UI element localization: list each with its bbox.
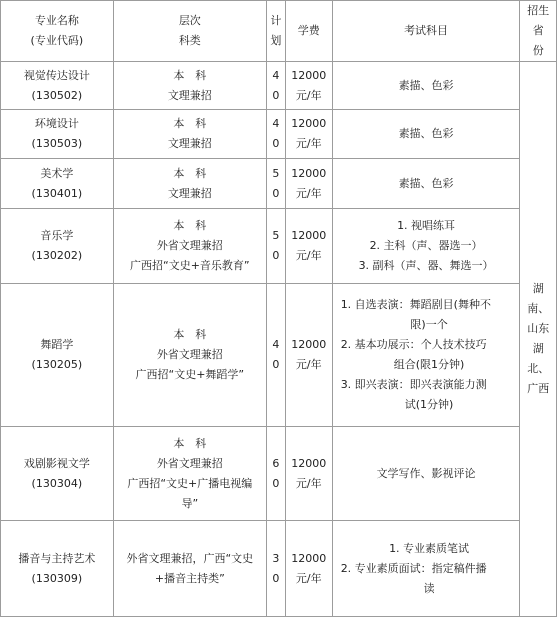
- exam-line: 素描、色彩: [398, 127, 454, 140]
- plan-cell: 40: [266, 62, 285, 110]
- header-province-line1: 招生省: [527, 4, 550, 37]
- major-code: (130502): [31, 88, 83, 102]
- province-cell: [520, 62, 557, 617]
- major-name: 播音与主持艺术: [18, 551, 96, 565]
- level-cell: [113, 427, 266, 521]
- major-cell: [1, 110, 114, 159]
- major-name: 美术学: [40, 166, 74, 180]
- major-name: 音乐学: [40, 229, 74, 242]
- major-name: 舞蹈学: [40, 338, 74, 351]
- exam-cell: [332, 284, 520, 427]
- major-code: (130205): [31, 358, 83, 371]
- header-level-line2: 科类: [178, 34, 201, 47]
- fee-cell: [285, 62, 332, 110]
- exam-cell: [332, 427, 520, 521]
- table-row: [1, 159, 557, 209]
- level-line: 外省文理兼招，广西“文史: [126, 551, 254, 565]
- fee-amount: 12000: [291, 166, 327, 180]
- header-fee: 学费: [285, 1, 332, 62]
- exam-line: 2. 主科（声、器选一）: [369, 239, 483, 252]
- fee-unit: 元/年: [295, 186, 322, 200]
- header-plan-line2: 划: [270, 34, 282, 47]
- table-row: [1, 110, 557, 159]
- level-line: 外省文理兼招: [156, 239, 223, 252]
- major-code: (130304): [31, 476, 83, 490]
- fee-cell: [285, 521, 332, 617]
- table-row: [1, 209, 557, 284]
- level-line: 广西招“文史+音乐教育”: [130, 259, 250, 272]
- major-cell: [1, 209, 114, 284]
- fee-unit: 元/年: [295, 88, 322, 102]
- level-line: 广西招“文史+广播电视编: [127, 476, 253, 490]
- major-cell: [1, 284, 114, 427]
- fee-cell: [285, 427, 332, 521]
- fee-cell: [285, 110, 332, 159]
- fee-cell: [285, 209, 332, 284]
- exam-line: 组合(限1分钟): [393, 358, 465, 371]
- major-code: (130309): [31, 571, 83, 585]
- header-major: [1, 1, 114, 62]
- level-cell: [113, 284, 266, 427]
- province-line: 山东: [527, 322, 550, 335]
- header-row: [1, 1, 557, 62]
- fee-amount: 12000: [291, 117, 327, 130]
- level-cell: [113, 209, 266, 284]
- plan-cell: 50: [266, 159, 285, 209]
- plan-cell: 50: [266, 209, 285, 284]
- fee-cell: [285, 284, 332, 427]
- plan-cell: 40: [266, 110, 285, 159]
- fee-amount: 12000: [291, 456, 327, 470]
- exam-line: 读: [423, 581, 435, 595]
- level-line: 本 科: [173, 68, 207, 82]
- plan-cell: 40: [266, 284, 285, 427]
- level-line: 本 科: [173, 328, 207, 341]
- exam-cell: [332, 110, 520, 159]
- exam-line: 2. 专业素质面试：指定稿件播: [340, 561, 487, 575]
- exam-line: 素描、色彩: [398, 176, 454, 190]
- level-cell: [113, 62, 266, 110]
- exam-cell: [332, 159, 520, 209]
- exam-line: 试(1分钟): [404, 398, 454, 411]
- fee-unit: 元/年: [295, 137, 322, 150]
- major-cell: [1, 427, 114, 521]
- exam-line: 2. 基本功展示：个人技术技巧: [340, 338, 487, 351]
- province-line: 湖南、: [527, 282, 550, 315]
- major-code: (130202): [31, 249, 83, 262]
- level-line: 文理兼招: [167, 88, 212, 102]
- fee-unit: 元/年: [295, 571, 322, 585]
- fee-unit: 元/年: [295, 476, 322, 490]
- level-line: 文理兼招: [167, 186, 212, 200]
- major-cell: [1, 62, 114, 110]
- level-line: 本 科: [173, 117, 207, 130]
- level-cell: [113, 159, 266, 209]
- exam-cell: [332, 521, 520, 617]
- level-line: 外省文理兼招: [156, 348, 223, 361]
- fee-amount: 12000: [291, 68, 327, 82]
- table-row: [1, 284, 557, 427]
- header-major-code: (专业代码): [30, 34, 84, 47]
- header-major-name: 专业名称: [34, 14, 79, 27]
- major-code: (130401): [31, 186, 83, 200]
- level-line: 本 科: [173, 219, 207, 232]
- header-exam: 考试科目: [332, 1, 520, 62]
- major-cell: [1, 159, 114, 209]
- header-level: [113, 1, 266, 62]
- major-name: 环境设计: [34, 117, 79, 130]
- header-plan-line1: 计: [270, 14, 282, 27]
- exam-line: 文学写作、影视评论: [376, 466, 476, 480]
- plan-cell: 60: [266, 427, 285, 521]
- major-cell: [1, 521, 114, 617]
- level-line: 外省文理兼招: [156, 456, 223, 470]
- fee-unit: 元/年: [295, 249, 322, 262]
- exam-line: 素描、色彩: [398, 78, 454, 92]
- level-cell: [113, 110, 266, 159]
- plan-cell: 30: [266, 521, 285, 617]
- exam-cell: [332, 62, 520, 110]
- fee-cell: [285, 159, 332, 209]
- province-line: 湖北、: [527, 342, 550, 375]
- table-row: [1, 62, 557, 110]
- exam-line: 1. 视唱练耳: [397, 219, 456, 232]
- fee-amount: 12000: [291, 229, 327, 242]
- level-line: +播音主持类”: [154, 571, 225, 585]
- table-row: [1, 521, 557, 617]
- major-code: (130503): [31, 137, 83, 150]
- fee-unit: 元/年: [295, 358, 322, 371]
- table-row: [1, 427, 557, 521]
- major-name: 戏剧影视文学: [23, 456, 90, 470]
- level-line: 本 科: [173, 436, 207, 450]
- level-line: 文理兼招: [167, 137, 212, 150]
- header-plan: [266, 1, 285, 62]
- level-line: 广西招“文史+舞蹈学”: [135, 368, 245, 381]
- major-name: 视觉传达设计: [23, 68, 90, 82]
- exam-line: 1. 自选表演：舞蹈剧目(舞种不: [340, 298, 491, 311]
- exam-cell: [332, 209, 520, 284]
- exam-line: 1. 专业素质笔试: [389, 541, 470, 555]
- fee-amount: 12000: [291, 338, 327, 351]
- exam-line: 3. 即兴表演：即兴表演能力测: [340, 378, 487, 391]
- level-line: 导”: [181, 496, 199, 510]
- header-province: [520, 1, 557, 62]
- level-cell: [113, 521, 266, 617]
- header-province-line2: 份: [532, 44, 544, 57]
- fee-amount: 12000: [291, 551, 327, 565]
- level-line: 本 科: [173, 166, 207, 180]
- exam-line: 限)一个: [410, 318, 448, 331]
- header-level-line1: 层次: [178, 14, 201, 27]
- exam-line: 3. 副科（声、器、舞选一）: [358, 259, 494, 272]
- province-line: 广西: [527, 382, 550, 395]
